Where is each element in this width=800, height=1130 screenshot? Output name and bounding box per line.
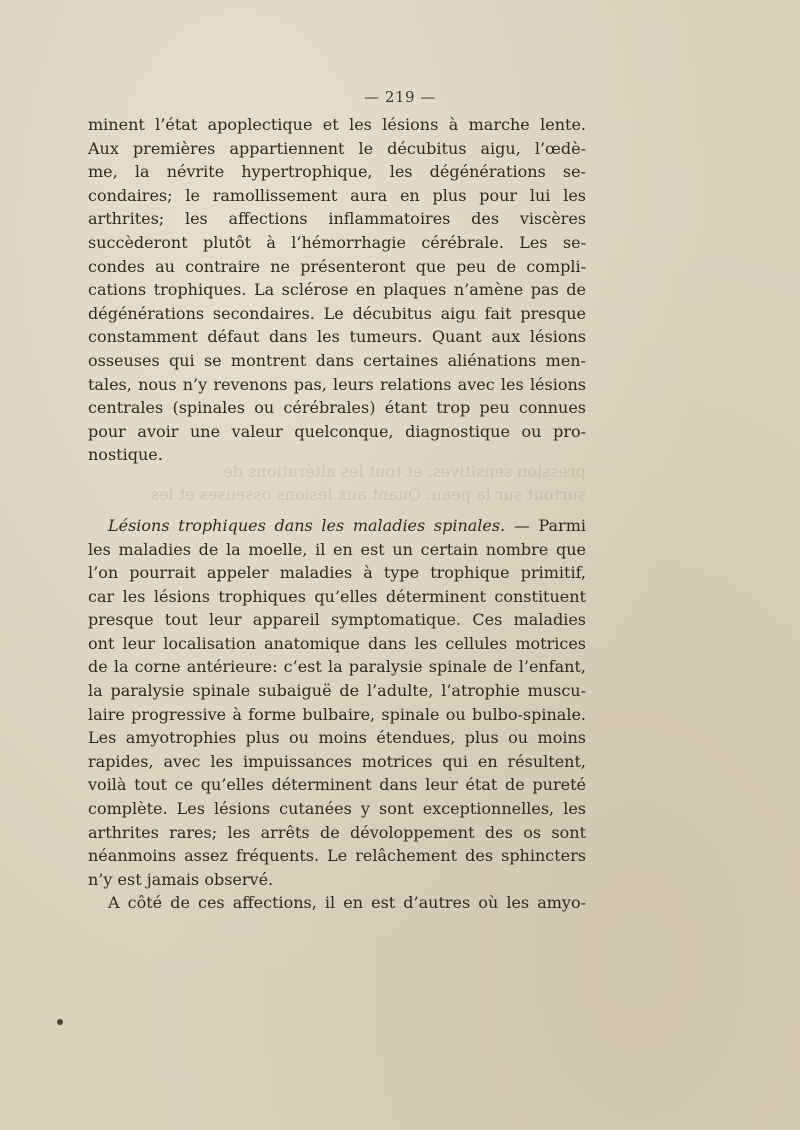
text-line: complète. Les lésions cutanées y sont exceptionnelles, les [88,799,586,819]
text-line: osseuses qui se montrent dans certaines aliénations men- [88,350,586,370]
show-through-text: pression sensitives, et tout les altérations de surtout sur la peau. Quant aux lésions osseuses et les [150,462,586,504]
text-line: constamment défaut dans les tumeurs. Quant aux lésions [88,327,586,347]
text-line: presque tout leur appareil symptomatique. Ces maladies [88,610,586,630]
text-line: arthrites; les affections inflammatoires des viscères [88,209,586,229]
text-line: ont leur localisation anatomique dans les cellules motrices [88,633,586,653]
text-line: néanmoins assez fréquents. Le relâchement des sphincters [88,846,586,866]
ink-spot [57,1019,63,1025]
page-number: — 219 — [364,88,436,106]
text-line: succèderont plutôt à l’hémorrhagie cérébrale. Les se- [88,232,586,252]
text-line: nostique. [88,445,163,465]
text-line: centrales (spinales ou cérébrales) étant trop peu connues [88,398,586,418]
text-line: l’on pourrait appeler maladies à type trophique primitif, [88,563,586,583]
paragraph-gap [88,467,586,514]
text-line: les maladies de la moelle, il en est un certain nombre que [88,539,586,559]
text-line: minent l’état apoplectique et les lésions à marche lente. [88,115,586,134]
text-line: Aux premières appartiennent le décubitus aigu, l’œdè- [88,138,586,158]
text-line: n’y est jamais observé. [88,869,274,889]
text-line: car les lésions trophiques qu’elles déterminent constituent [88,586,586,606]
text-line: condes au contraire ne présenteront que peu de compli- [88,256,586,276]
section-heading-rest: — Parmi [505,515,586,535]
text-line: Les amyotrophies plus ou moins étendues, plus ou moins [88,728,586,748]
text-line: me, la névrite hypertrophique, les dégénérations se- [88,162,586,182]
text-line: la paralysie spinale subaiguë de l’adulte, l’atrophie muscu- [88,681,586,701]
text-line: de la corne antérieure: c’est la paralysie spinale de l’enfant, [88,657,586,677]
text-line: pour avoir une valeur quelconque, diagnostique ou pro- [88,421,586,441]
body-text [88,113,586,915]
text-line: rapides, avec les impuissances motrices qui en résultent, [88,751,586,771]
text-line: arthrites rares; les arrêts de dévoloppement des os sont [88,822,586,842]
text-line: laire progressive à forme bulbaire, spinale ou bulbo-spinale. [88,704,586,724]
text-line: A côté de ces affections, il en est d’autres où les amyo- [108,893,586,913]
text-line: cations trophiques. La sclérose en plaques n’amène pas de [88,280,586,300]
text-line: tales, nous n’y revenons pas, leurs relations avec les lésions [88,374,586,394]
text-line: voilà tout ce qu’elles déterminent dans leur état de pureté [88,775,586,795]
section-heading-line [88,514,586,538]
section-heading: Lésions trophiques dans les maladies spinales. [108,515,506,535]
text-line: dégénérations secondaires. Le décubitus aigu fait presque [88,303,586,323]
text-line: condaires; le ramollissement aura en plus pour lui les [88,185,586,205]
